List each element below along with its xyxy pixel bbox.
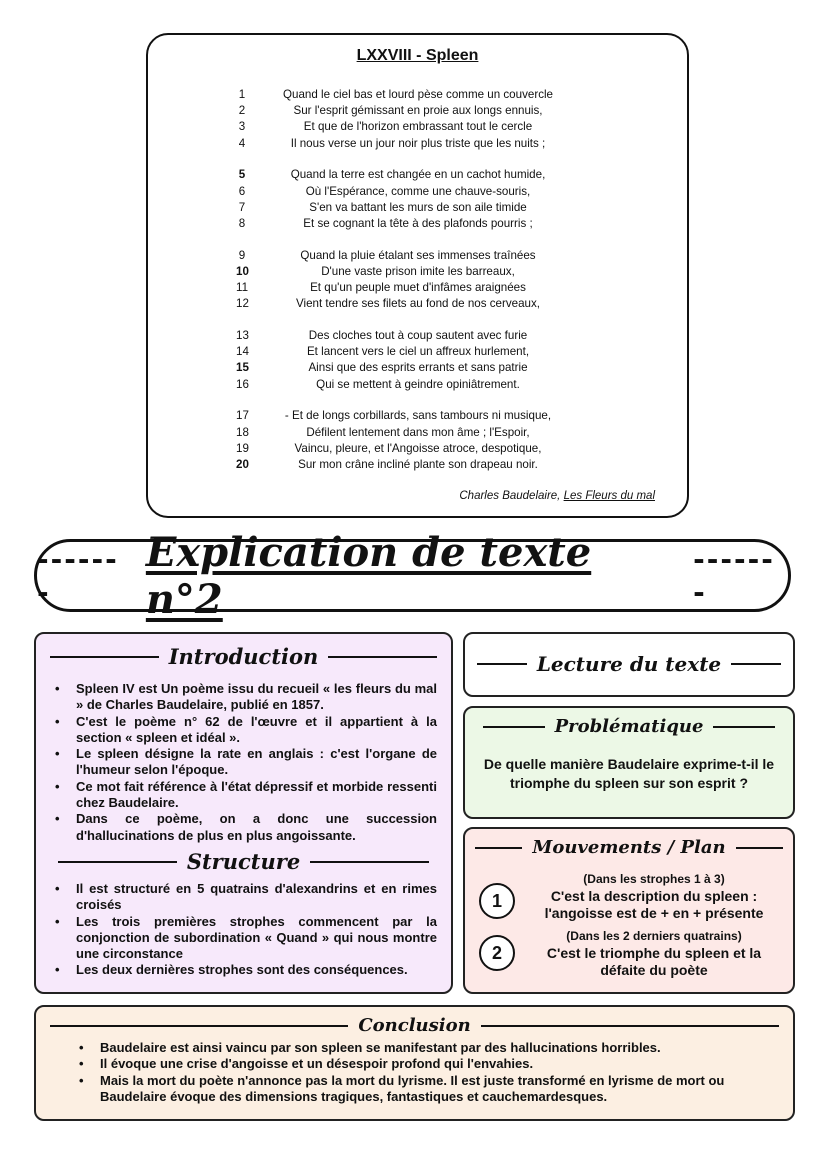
verse-text: S'en va battant les murs de son aile timide bbox=[309, 200, 527, 214]
heading-rule bbox=[50, 1025, 348, 1027]
problematique-text: De quelle manière Baudelaire exprime-t-il le triomphe du spleen sur son esprit ? bbox=[483, 756, 775, 791]
line-number: 17 bbox=[236, 409, 249, 423]
line-number: 11 bbox=[236, 281, 249, 295]
poem-line bbox=[148, 344, 687, 360]
poem-attribution bbox=[459, 490, 655, 502]
line-number: 1 bbox=[238, 88, 246, 101]
list-item: • Les deux dernières strophes sont des conséquences. bbox=[50, 962, 437, 978]
plan-heading bbox=[475, 837, 783, 858]
poem-lines bbox=[148, 87, 687, 473]
line-number: 15 bbox=[236, 361, 249, 375]
poem-line bbox=[148, 360, 687, 376]
list-item: • Mais la mort du poète n'annonce pas la mort du lyrisme. Il est juste transformé en lyrisme de mort ou Baudelaire évoque des dimensions tragiques, fantastiques et cauchemardesques. bbox=[74, 1073, 779, 1106]
stanza-gap bbox=[148, 152, 687, 168]
line-number: 5 bbox=[238, 168, 246, 182]
line-number: 9 bbox=[238, 248, 246, 262]
structure-heading bbox=[58, 849, 429, 874]
list-item: • Baudelaire est ainsi vaincu par son spleen se manifestant par des hallucinations horribles. bbox=[74, 1040, 779, 1056]
poem-line bbox=[148, 457, 687, 473]
poem-line bbox=[148, 425, 687, 441]
list-item: • Dans ce poème, on a donc une succession d'hallucinations de plus en plus angoissante. bbox=[50, 811, 437, 844]
heading-rule bbox=[736, 847, 783, 849]
poem-author: Charles Baudelaire, bbox=[459, 490, 561, 502]
poem-line bbox=[148, 296, 687, 312]
structure-list bbox=[50, 881, 437, 979]
heading-rule bbox=[475, 847, 522, 849]
heading-rule bbox=[328, 656, 437, 658]
problematique-heading bbox=[483, 716, 775, 737]
line-number: 8 bbox=[238, 216, 246, 230]
list-item: • Ce mot fait référence à l'état dépressif et morbide ressenti chez Baudelaire. bbox=[50, 779, 437, 812]
page-title: Explication de texte n°2 bbox=[145, 528, 592, 623]
line-number: 18 bbox=[236, 425, 249, 439]
poem-line bbox=[148, 216, 687, 232]
line-number: 6 bbox=[238, 184, 246, 198]
heading-rule bbox=[58, 861, 177, 863]
poem-line bbox=[148, 119, 687, 135]
verse-text: Quand la terre est changée en un cachot humide, bbox=[290, 168, 546, 182]
structure-heading-label: Structure bbox=[186, 849, 301, 874]
line-number: 7 bbox=[238, 200, 246, 214]
verse-text: Quand le ciel bas et lourd pèse comme un couvercle bbox=[282, 88, 554, 101]
poem-line bbox=[148, 280, 687, 296]
line-number: 14 bbox=[236, 345, 249, 359]
list-item: • Il évoque une crise d'angoisse et un désespoir profond qui l'envahies. bbox=[74, 1056, 779, 1072]
heading-rule bbox=[731, 663, 781, 665]
verse-text: Il nous verse un jour noir plus triste que les nuits ; bbox=[290, 136, 546, 150]
verse-text: Ainsi que des esprits errants et sans patrie bbox=[308, 361, 528, 375]
movement-number-badge: 1 bbox=[479, 883, 515, 919]
poem-line bbox=[148, 103, 687, 119]
movement-number-badge: 2 bbox=[479, 935, 515, 971]
movement-description: C'est le triomphe du spleen et la défaite du poète bbox=[546, 945, 762, 978]
poem-line bbox=[148, 248, 687, 264]
conclusion-heading bbox=[50, 1015, 779, 1036]
verse-text: Vient tendre ses filets au fond de nos cerveaux, bbox=[295, 297, 541, 311]
poem-box bbox=[146, 33, 689, 518]
list-item: • C'est le poème n° 62 de l'œuvre et il appartient à la section « spleen et idéal ». bbox=[50, 714, 437, 747]
conclusion-heading-label: Conclusion bbox=[358, 1015, 471, 1036]
movement-description: C'est la description du spleen : l'angoisse est de + en + présente bbox=[544, 888, 764, 921]
verse-text: Et que de l'horizon embrassant tout le cercle bbox=[303, 120, 533, 134]
list-item: • Les trois premières strophes commencent par la conjonction de subordination « Quand » qui nous montre une circonstance bbox=[50, 914, 437, 963]
problematique-card bbox=[463, 706, 795, 819]
line-number: 2 bbox=[238, 104, 246, 118]
list-item: • Il est structuré en 5 quatrains d'alexandrins et en rimes croisés bbox=[50, 881, 437, 914]
poem-work: Les Fleurs du mal bbox=[563, 490, 655, 502]
line-number: 16 bbox=[236, 377, 249, 391]
verse-text: Et qu'un peuple muet d'infâmes araignées bbox=[310, 281, 526, 295]
lecture-heading bbox=[477, 652, 781, 676]
poem-line bbox=[148, 167, 687, 183]
verse-text: Et se cognant la tête à des plafonds pourris ; bbox=[303, 216, 533, 230]
plan-heading-label: Mouvements / Plan bbox=[532, 837, 726, 858]
banner-dashes-right: ------- bbox=[693, 542, 775, 609]
poem-line bbox=[148, 377, 687, 393]
heading-rule bbox=[481, 1025, 779, 1027]
verse-text: Sur l'esprit gémissant en proie aux longs ennuis, bbox=[293, 104, 543, 118]
poem-title: LXXVIII - Spleen bbox=[356, 47, 479, 64]
stanza-gap bbox=[148, 232, 687, 248]
page-banner bbox=[34, 528, 791, 623]
lecture-card bbox=[463, 632, 795, 697]
verse-text: - Et de longs corbillards, sans tambours ni musique, bbox=[284, 409, 552, 423]
poem-line bbox=[148, 441, 687, 457]
problematique-heading-label: Problématique bbox=[554, 716, 704, 737]
movement-1 bbox=[465, 872, 793, 927]
plan-card bbox=[463, 827, 795, 994]
verse-text: Où l'Espérance, comme une chauve-souris, bbox=[305, 184, 531, 198]
verse-text: Qui se mettent à geindre opiniâtrement. bbox=[316, 377, 520, 391]
conclusion-list bbox=[74, 1040, 779, 1105]
stanza-gap bbox=[148, 312, 687, 328]
heading-rule bbox=[713, 726, 775, 728]
poem-line bbox=[148, 184, 687, 200]
verse-text: Quand la pluie étalant ses immenses traînées bbox=[300, 248, 536, 262]
line-number: 4 bbox=[238, 136, 246, 150]
introduction-heading-label: Introduction bbox=[168, 644, 319, 669]
conclusion-card bbox=[34, 1005, 795, 1121]
movement-2 bbox=[465, 929, 793, 984]
lecture-heading-label: Lecture du texte bbox=[536, 652, 722, 676]
movement-location: (Dans les 2 derniers quatrains) bbox=[566, 929, 742, 943]
verse-text: Et lancent vers le ciel un affreux hurlement, bbox=[306, 345, 530, 359]
line-number: 12 bbox=[236, 297, 249, 311]
heading-rule bbox=[310, 861, 429, 863]
poem-line bbox=[148, 328, 687, 344]
introduction-card bbox=[34, 632, 453, 994]
movement-location: (Dans les strophes 1 à 3) bbox=[583, 872, 725, 886]
poem-line bbox=[148, 136, 687, 152]
introduction-list bbox=[50, 681, 437, 844]
introduction-heading bbox=[50, 644, 437, 669]
line-number: 3 bbox=[238, 120, 246, 134]
line-number: 20 bbox=[236, 457, 249, 471]
verse-text: Défilent lentement dans mon âme ; l'Espoir, bbox=[306, 425, 530, 439]
banner-dashes-left: ------- bbox=[37, 542, 119, 609]
poem-line bbox=[148, 264, 687, 280]
heading-rule bbox=[477, 663, 527, 665]
poem-line bbox=[148, 408, 687, 424]
heading-rule bbox=[483, 726, 545, 728]
list-item: • Spleen IV est Un poème issu du recueil « les fleurs du mal » de Charles Baudelaire, publié en 1857. bbox=[50, 681, 437, 714]
verse-text: D'une vaste prison imite les barreaux, bbox=[321, 264, 515, 278]
poem-line bbox=[148, 87, 687, 103]
verse-text: Vaincu, pleure, et l'Angoisse atroce, despotique, bbox=[294, 441, 542, 455]
line-number: 19 bbox=[236, 441, 249, 455]
list-item: • Le spleen désigne la rate en anglais : c'est l'organe de l'humeur selon l'époque. bbox=[50, 746, 437, 779]
line-number: 10 bbox=[236, 264, 249, 278]
verse-text: Sur mon crâne incliné plante son drapeau noir. bbox=[298, 457, 538, 471]
poem-line bbox=[148, 200, 687, 216]
line-number: 13 bbox=[236, 329, 249, 343]
heading-rule bbox=[50, 656, 159, 658]
verse-text: Des cloches tout à coup sautent avec furie bbox=[308, 329, 528, 343]
stanza-gap bbox=[148, 393, 687, 409]
